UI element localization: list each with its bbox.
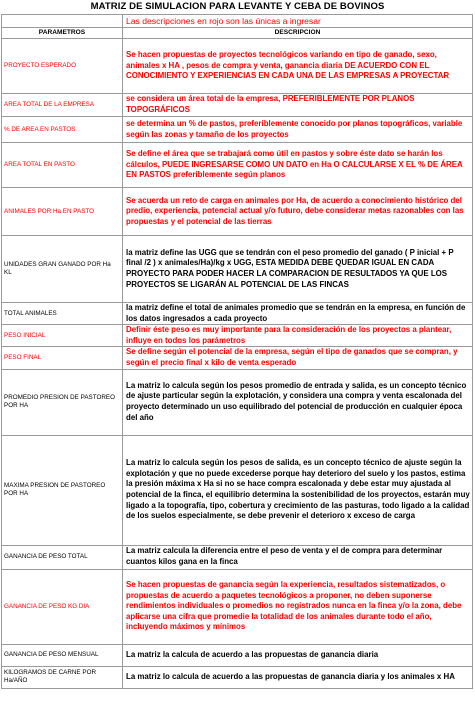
param-proyecto-esperado: PROYECTO ESPERADO bbox=[2, 39, 123, 94]
table-row bbox=[2, 188, 473, 236]
desc-ganancia-peso-mensual: La matriz la calcula de acuerdo a las propuestas de ganancia diaria bbox=[123, 644, 473, 666]
desc-maxima-presion-pastoreo: La matriz lo calcula según los pesos de salida, es un concepto técnico de ajuste según la explotación y que no puede excederse porque hay deterioro del suelo y los pastos, estima la presión máxima x Ha si no se hace compra escalonada y debe estar muy ajustada al potencial de la finca, el equilibrio determina la sostenibilidad de los proyectos, estarán muy ligado a la topografía, tipo, cobertura y crecimiento de las pasturas, todo ligado a la calidad de los suelos especialmente, se debe prevenir el deterioro x exceso de carga bbox=[123, 435, 473, 545]
header-row bbox=[2, 28, 473, 39]
table-row bbox=[2, 303, 473, 325]
desc-peso-final: Se define según el potencial de la empresa, según el tipo de ganados que se compran, y según el precio final x kilo de venta esperado bbox=[123, 347, 473, 369]
desc-total-animales: la matriz define el total de animales promedio que se tendrán en la empresa, en función de los datos ingresados a cada proyecto bbox=[123, 303, 473, 325]
matrix-table bbox=[1, 14, 473, 689]
desc-promedio-presion-pastoreo: La matriz lo calcula según los pesos promedio de entrada y salida, es un concepto técnico de ajuste particular según la explotación, y considera una compra y venta escalonada del proyecto determinado un uso equilibrado del potencial de producción en cualquier época del año bbox=[123, 369, 473, 435]
desc-animales-por-ha: Se acuerda un reto de carga en animales por Ha, de acuerdo a conocimiento histórico del predio, experiencia, potencial actual y/o futuro, debe considerar metas razonables con las propuestas y el potencial de las tierras bbox=[123, 188, 473, 236]
table-row bbox=[2, 569, 473, 644]
param-peso-final: PESO FINAL bbox=[2, 347, 123, 369]
desc-ganancia-peso-kg-dia: Se hacen propuestas de ganancia según la experiencia, resultados sistematizados, o propuestas de acuerdo a paquetes tecnológicos a proponer, no deben suponerse rendimientos individuales o promedios no registrados nunca en la finca y/o la zona, debe aplicarse una cifra que promedie la totalidad de los animales durante todo el año, incluyendo máximos y mínimos bbox=[123, 569, 473, 644]
table-row bbox=[2, 369, 473, 435]
param-peso-inicial: PESO INICIAL bbox=[2, 325, 123, 347]
table-row bbox=[2, 117, 473, 143]
desc-peso-inicial: Definir éste peso es muy importante para la consideración de los proyectos a plantear, influye en todos los parámetros bbox=[123, 325, 473, 347]
param-ganancia-peso-mensual: GANANCIA DE PESO MENSUAL bbox=[2, 644, 123, 666]
table-row bbox=[2, 39, 473, 94]
desc-proyecto-esperado: Se hacen propuestas de proyectos tecnológicos variando en tipo de ganado, sexo, animales x HA , pesos de compra y venta, ganancia diaria DE ACUERDO CON EL CONOCIMIENTO Y EXPERIENCIAS EN CADA UNA DE LAS EMPRESAS A PROYECTAR bbox=[123, 39, 473, 94]
desc-unidades-gran-ganado: la matriz define las UGG que se tendrán con el peso promedio del ganado ( P inicial + P final /2 ) x animales/Ha)/kg x UGG, ESTA MEDIDA DEBE QUEDAR IGUAL EN CADA PROYECTO PARA PODER HACER LA COMPARACION DE RESULTADOS YA QUE LOS PROYECTOS SE LIGARÁN AL POTENCIAL DE LAS FINCAS bbox=[123, 236, 473, 303]
param-maxima-presion-pastoreo: MAXIMA PRESION DE PASTOREO POR HA bbox=[2, 435, 123, 545]
param-promedio-presion-pastoreo: PROMEDIO PRESION DE PASTOREO POR HA bbox=[2, 369, 123, 435]
param-ganancia-peso-total: GANANCIA DE PESO TOTAL bbox=[2, 545, 123, 569]
param-area-total-pasto: AREA TOTAL EN PASTO bbox=[2, 143, 123, 188]
simulation-matrix-sheet bbox=[1, 0, 474, 689]
desc-ganancia-peso-total: La matriz calcula la diferencia entre el peso de venta y el de compra para determinar cuantos kilos gana en la finca bbox=[123, 545, 473, 569]
desc-kilogramos-carne: La matriz lo calcula de acuerdo a las propuestas de ganancia diaria y los animales x HA bbox=[123, 666, 473, 688]
table-row bbox=[2, 143, 473, 188]
param-unidades-gran-ganado: UNIDADES GRAN GANADO POR Ha KL bbox=[2, 236, 123, 303]
table-row bbox=[2, 94, 473, 117]
table-row bbox=[2, 644, 473, 666]
desc-area-total-pasto: Se define el área que se trabajará como útil en pastos y sobre éste dato se harán los cálculos, PUEDE INGRESARSE COMO UN DATO en Ha O CALCULARSE X EL % DE ÁREA EN PASTOS preferiblemente según planos bbox=[123, 143, 473, 188]
page-title: MATRIZ DE SIMULACION PARA LEVANTE Y CEBA DE BOVINOS bbox=[90, 1, 385, 12]
param-porcentaje-area-pastos: % DE AREA EN PASTOS bbox=[2, 117, 123, 143]
table-row bbox=[2, 435, 473, 545]
table-row bbox=[2, 325, 473, 347]
note-row bbox=[2, 15, 473, 28]
header-descripcion: DESCRIPCION bbox=[123, 28, 473, 39]
header-parametros: PARAMETROS bbox=[2, 28, 123, 39]
desc-porcentaje-area-pastos: se determina un % de pastos, preferiblemente conocido por planos topográficos, variable según las zonas y tamaño de los proyectos bbox=[123, 117, 473, 143]
param-kilogramos-carne: KILOGRAMOS DE CARNE POR Ha/AÑO bbox=[2, 666, 123, 688]
table-row bbox=[2, 545, 473, 569]
table-row bbox=[2, 347, 473, 369]
desc-area-total-empresa: se considera un área total de la empresa, PREFERIBLEMENTE POR PLANOS TOPOGRÁFICOS bbox=[123, 94, 473, 117]
param-ganancia-peso-kg-dia: GANANCIA DE PESO KG DIA bbox=[2, 569, 123, 644]
input-note: Las descripciones en rojo son las únicas a ingresar bbox=[123, 15, 473, 28]
param-area-total-empresa: AREA TOTAL DE LA EMPRESA bbox=[2, 94, 123, 117]
param-animales-por-ha: ANIMALES POR Ha EN PASTO bbox=[2, 188, 123, 236]
param-total-animales: TOTAL ANIMALES bbox=[2, 303, 123, 325]
table-row bbox=[2, 236, 473, 303]
note-empty-cell bbox=[2, 15, 123, 28]
table-row bbox=[2, 666, 473, 688]
